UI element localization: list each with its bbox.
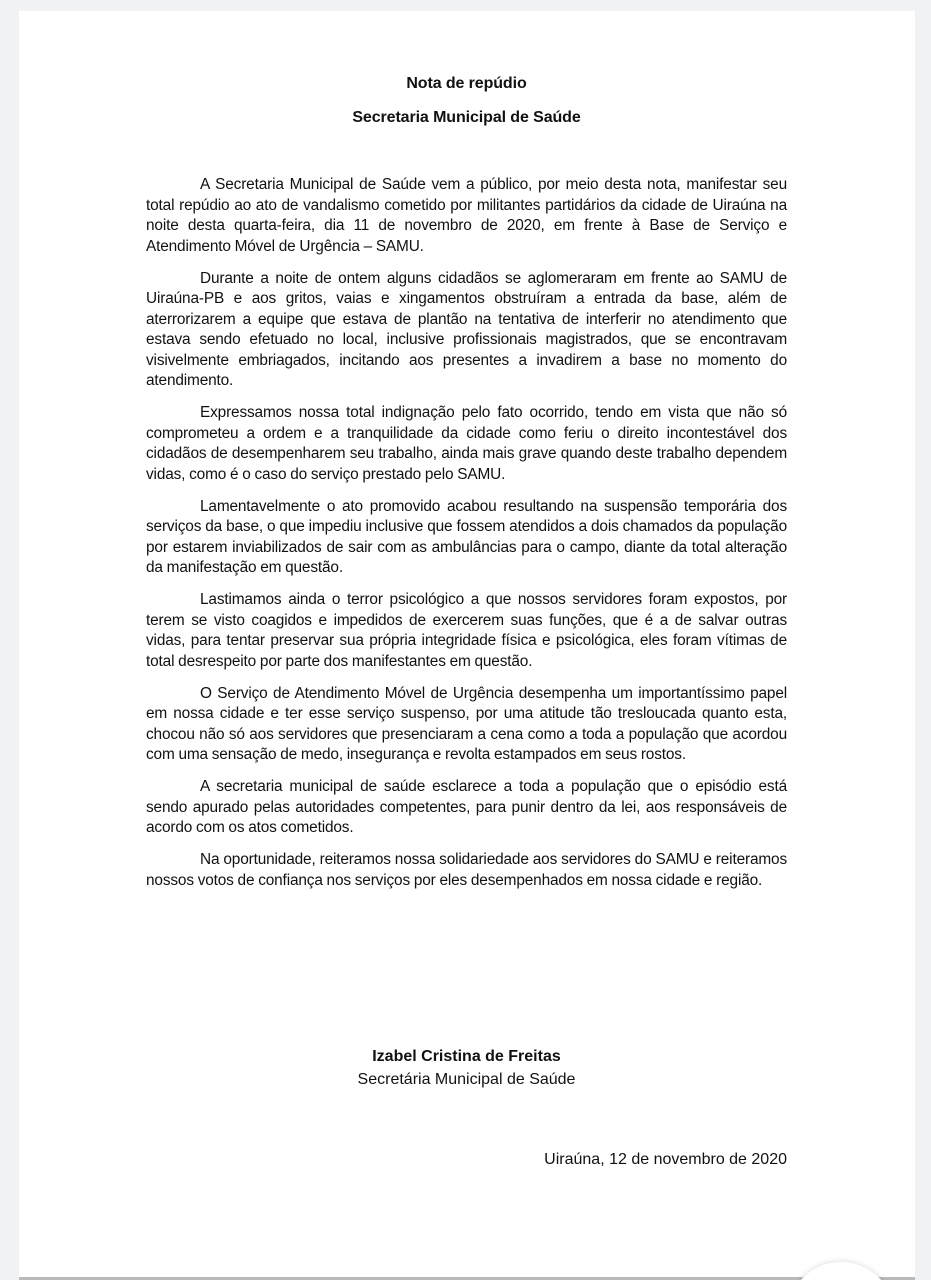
paragraph: A Secretaria Municipal de Saúde vem a público, por meio desta nota, manifestar seu total repúdio ao ato de vandalismo cometido por militantes partidários da cidade de Uiraúna na noite desta quarta-feira, dia 11 de novembro de 2020, em frente à Base de Serviço e Atendimento Móvel de Urgência – SAMU. <box>146 176 787 255</box>
paragraph: Na oportunidade, reiteramos nossa solidariedade aos servidores do SAMU e reiteramos nossos votos de confiança nos serviços por eles desempenhados em nossa cidade e região. <box>146 851 787 889</box>
paragraph: A secretaria municipal de saúde esclarece a toda a população que o episódio está sendo apurado pelas autoridades competentes, para punir dentro da lei, aos responsáveis de acordo com os atos cometidos. <box>146 778 787 836</box>
document-page <box>19 11 915 1277</box>
document-subtitle: Secretaria Municipal de Saúde <box>352 109 581 126</box>
paragraph: Durante a noite de ontem alguns cidadãos se aglomeraram em frente ao SAMU de Uiraúna-PB e aos gritos, vaias e xingamentos obstruíram a entrada da base, além de aterrorizarem a equipe que estava de plantão na tentativa de interferir no atendimento que estava sendo efetuado no local, inclusive profissionais magistrados, que se encontravam visivelmente embriagados, incitando aos presentes a invadirem a base no momento do atendimento. <box>146 269 787 389</box>
document-title: Nota de repúdio <box>406 75 527 92</box>
signatory-role: Secretária Municipal de Saúde <box>357 1071 576 1088</box>
document-body <box>146 175 787 903</box>
signatory-name: Izabel Cristina de Freitas <box>372 1048 561 1065</box>
paragraph: Lastimamos ainda o terror psicológico a que nossos servidores foram expostos, por terem se visto coagidos e impedidos de exercerem suas funções, que é a de salvar outras vidas, para tentar preservar sua própria integridade física e psicológica, eles foram vítimas de total desrespeito por parte dos manifestantes em questão. <box>146 591 787 670</box>
paragraph: Expressamos nossa total indignação pelo fato ocorrido, tendo em vista que não só comprometeu a ordem e a tranquilidade da cidade como feriu o direito incontestável dos cidadãos de desempenharem seu trabalho, ainda mais grave quando deste trabalho dependem vidas, como é o caso do serviço prestado pelo SAMU. <box>146 404 787 483</box>
dateline: Uiraúna, 12 de novembro de 2020 <box>544 1151 787 1168</box>
signature-block <box>146 1045 787 1091</box>
paragraph: O Serviço de Atendimento Móvel de Urgência desempenha um importantíssimo papel em nossa cidade e ter esse serviço suspenso, por uma atitude tão tresloucada quanto esta, chocou não só aos servidores que presenciaram a cena como a toda a população que acordou com uma sensação de medo, insegurança e revolta estampados em seus rostos. <box>146 684 787 763</box>
paragraph: Lamentavelmente o ato promovido acabou resultando na suspensão temporária dos serviços da base, o que impediu inclusive que fossem atendidos a dois chamados da população por estarem inviabilizados de sair com as ambulâncias para o campo, diante da total alteração da manifestação em questão. <box>146 497 787 576</box>
